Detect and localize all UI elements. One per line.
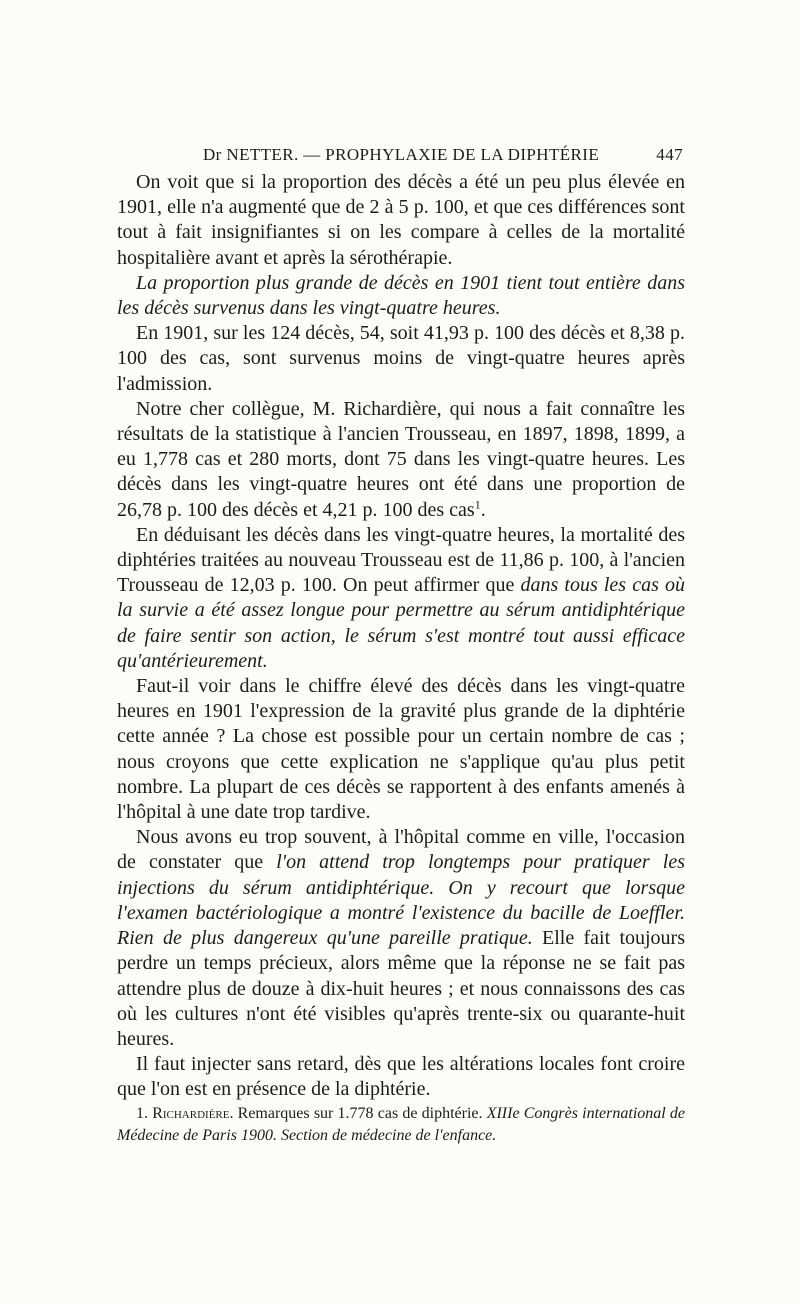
paragraph	[117, 397, 685, 523]
text-run: En déduisant les décès dans les vingt-quatre heures, la mortalité des diphtéries traitées au nouveau Trousseau est de 11,86 p. 100, à l'ancien Trousseau de 12,03 p. 100. On peut affirmer que	[117, 523, 685, 597]
paragraph	[117, 523, 685, 674]
text-run: Notre cher collègue, M. Richardière, qui nous a fait connaître les résultats de la statistique à l'ancien Trousseau, en 1897, 1898, 1899, a eu 1,778 cas et 280 morts, dont 75 dans les vingt-quatre heures. Les décès dans les vingt-quatre heures ont été dans une proportion de 26,78 p. 100 des décès et 4,21 p. 100 des cas	[117, 397, 685, 521]
paragraph	[117, 674, 685, 825]
italic-text: dans tous les cas où la survie a été assez longue pour permettre au sérum antidiphtérique de faire sentir son action, le sérum s'est montré tout aussi efficace qu'antérieurement.	[117, 574, 685, 672]
footnote-source: XIIIe Congrès international de Médecine de Paris 1900. Section de médecine de l'enfance.	[117, 1105, 685, 1144]
paragraph	[117, 321, 685, 397]
page-number: 447	[656, 145, 683, 164]
footnote	[117, 1103, 685, 1147]
text-run: .	[480, 498, 486, 521]
paragraph	[117, 170, 685, 271]
text-run: On voit que si la proportion des décès a été un peu plus élevée en 1901, elle n'a augmenté que de 2 à 5 p. 100, et que ces différences sont tout à fait insignifiantes si on les compare à celles de la mortalité hospitalière avant et après la sérothérapie.	[117, 171, 685, 269]
text-run: En 1901, sur les 124 décès, 54, soit 41,93 p. 100 des décès et 8,38 p. 100 des cas, sont survenus moins de vingt-quatre heures après l'admission.	[117, 322, 685, 395]
text-run: Il faut injecter sans retard, dès que les altérations locales font croire que l'on est en présence de la diphtérie.	[117, 1053, 685, 1101]
footnote-author: Richardière.	[152, 1105, 234, 1122]
paragraph	[117, 271, 685, 321]
italic-text: La proportion plus grande de décès en 1901 tient tout entière dans les décès survenus dans les vingt-quatre heures.	[117, 271, 685, 320]
italic-text: l'on attend trop longtemps pour pratiquer les injections du sérum antidiphtérique. On y recourt que lorsque l'examen bactériologique a montré l'existence du bacille de Loeffler. Rien de plus dangereux qu'une pareille pratique.	[117, 851, 685, 950]
running-title: Dr NETTER. — PROPHYLAXIE DE LA DIPHTÉRIE	[203, 145, 600, 164]
text-run: Elle fait toujours perdre un temps précieux, alors même que la réponse ne se fait pas attendre plus de douze à dix-huit heures ; et nous connaissons des cas où les cultures n'ont été visibles qu'après trente-six ou quarante-huit heures.	[117, 927, 685, 1050]
footnote-text: Remarques sur 1.778 cas de diphtérie.	[237, 1105, 483, 1122]
text-run: Nous avons eu trop souvent, à l'hôpital comme en ville, l'occasion de constater que	[117, 826, 685, 874]
page-header	[133, 138, 683, 168]
paragraph	[117, 1052, 685, 1102]
footnote-reference: 1	[474, 496, 481, 511]
paragraph	[117, 825, 685, 1052]
text-run: Faut-il voir dans le chiffre élevé des décès dans les vingt-quatre heures en 1901 l'expression de la gravité plus grande de la diphtérie cette année ? La chose est possible pour un certain nombre de cas ; nous croyons que cette explication ne s'applique qu'au plus petit nombre. La plupart de ces décès se rapportent à des enfants amenés à l'hôpital à une date trop tardive.	[117, 675, 685, 824]
footnote-number: 1.	[136, 1105, 148, 1122]
body-text	[117, 170, 685, 1103]
